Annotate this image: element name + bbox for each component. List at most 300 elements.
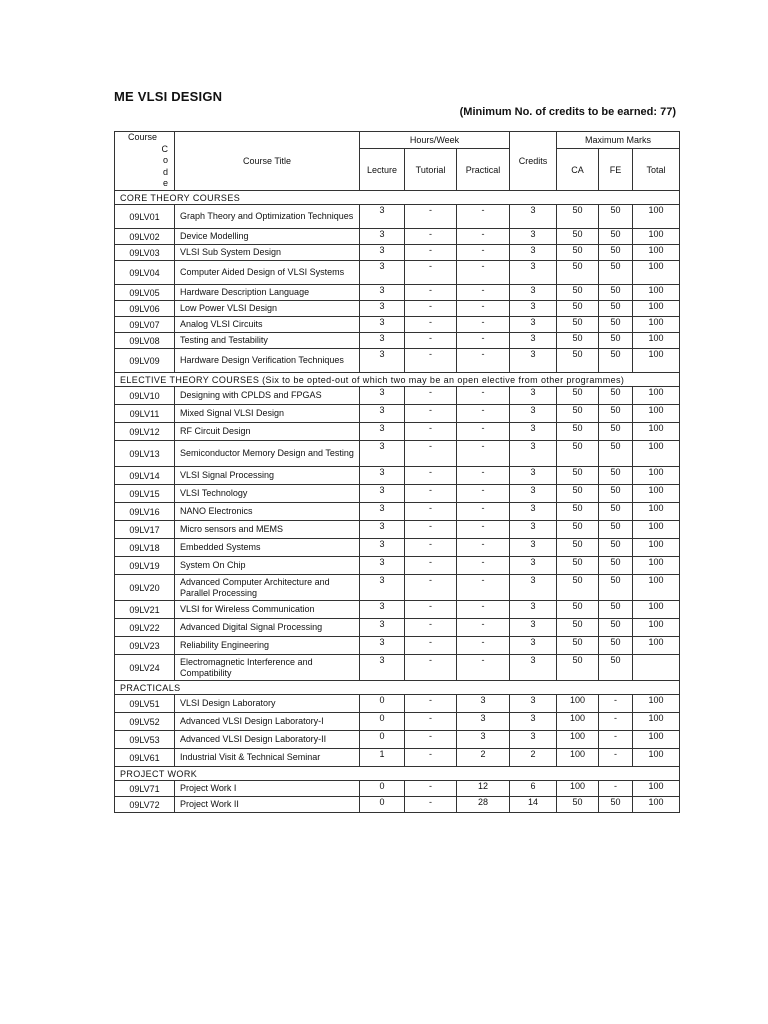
course-title: Low Power VLSI Design: [175, 301, 360, 317]
credits: 3: [510, 637, 557, 655]
tutorial-hours: -: [405, 503, 457, 521]
course-code: 09LV01: [115, 205, 175, 229]
lecture-hours: 3: [360, 441, 405, 467]
lecture-hours: 3: [360, 405, 405, 423]
total-marks: 100: [633, 503, 680, 521]
total-marks: [633, 655, 680, 681]
tutorial-hours: -: [405, 575, 457, 601]
practical-hours: -: [457, 539, 510, 557]
fe-marks: -: [599, 731, 633, 749]
course-title: Designing with CPLDS and FPGAS: [175, 387, 360, 405]
total-marks: 100: [633, 575, 680, 601]
tutorial-hours: -: [405, 521, 457, 539]
fe-marks: 50: [599, 503, 633, 521]
table-row: [115, 539, 680, 557]
ca-marks: 50: [557, 387, 599, 405]
table-row: [115, 387, 680, 405]
practical-hours: 2: [457, 749, 510, 767]
practical-hours: 3: [457, 695, 510, 713]
practical-hours: -: [457, 557, 510, 575]
table-row: [115, 205, 680, 229]
total-header: Total: [633, 149, 680, 191]
practical-hours: -: [457, 575, 510, 601]
lecture-hours: 3: [360, 261, 405, 285]
course-code: 09LV10: [115, 387, 175, 405]
credits: 3: [510, 405, 557, 423]
course-title: Reliability Engineering: [175, 637, 360, 655]
ca-marks: 50: [557, 441, 599, 467]
course-title: Hardware Description Language: [175, 285, 360, 301]
table-row: [115, 575, 680, 601]
credits: 3: [510, 655, 557, 681]
course-code: 09LV72: [115, 797, 175, 813]
ca-marks: 100: [557, 731, 599, 749]
tutorial-hours: -: [405, 467, 457, 485]
fe-marks: 50: [599, 333, 633, 349]
project-section: [115, 767, 680, 813]
ca-marks: 50: [557, 205, 599, 229]
course-title: Advanced VLSI Design Laboratory-II: [175, 731, 360, 749]
section-heading-core: CORE THEORY COURSES: [115, 191, 680, 205]
practical-hours: -: [457, 333, 510, 349]
code-letter: e: [162, 178, 168, 189]
course-title: Analog VLSI Circuits: [175, 317, 360, 333]
table-row: [115, 781, 680, 797]
lecture-hours: 3: [360, 601, 405, 619]
tutorial-hours: -: [405, 333, 457, 349]
table-row: [115, 619, 680, 637]
practical-hours: -: [457, 261, 510, 285]
credits: 3: [510, 539, 557, 557]
table-row: [115, 405, 680, 423]
ca-marks: 50: [557, 601, 599, 619]
lecture-hours: 3: [360, 637, 405, 655]
credits: 3: [510, 575, 557, 601]
ca-marks: 50: [557, 503, 599, 521]
credits: 3: [510, 619, 557, 637]
total-marks: 100: [633, 619, 680, 637]
practical-hours: -: [457, 285, 510, 301]
lecture-hours: 3: [360, 229, 405, 245]
course-title: Semiconductor Memory Design and Testing: [175, 441, 360, 467]
course-code: 09LV61: [115, 749, 175, 767]
course-title: NANO Electronics: [175, 503, 360, 521]
tutorial-hours: -: [405, 261, 457, 285]
credits: 3: [510, 301, 557, 317]
total-marks: 100: [633, 261, 680, 285]
credits: 3: [510, 229, 557, 245]
practical-hours: 12: [457, 781, 510, 797]
tutorial-hours: -: [405, 441, 457, 467]
course-code: 09LV13: [115, 441, 175, 467]
lecture-hours: 3: [360, 485, 405, 503]
total-marks: 100: [633, 601, 680, 619]
practical-hours: -: [457, 387, 510, 405]
table-row: [115, 503, 680, 521]
course-code: 09LV15: [115, 485, 175, 503]
lecture-hours: 3: [360, 467, 405, 485]
total-marks: 100: [633, 349, 680, 373]
practical-header: Practical: [457, 149, 510, 191]
course-title: Device Modelling: [175, 229, 360, 245]
practical-hours: -: [457, 619, 510, 637]
credits: 3: [510, 503, 557, 521]
fe-marks: 50: [599, 387, 633, 405]
lecture-hours: 3: [360, 285, 405, 301]
course-code: 09LV08: [115, 333, 175, 349]
course-title: VLSI for Wireless Communication: [175, 601, 360, 619]
table-row: [115, 713, 680, 731]
credits: 3: [510, 441, 557, 467]
ca-marks: 50: [557, 539, 599, 557]
fe-marks: 50: [599, 317, 633, 333]
tutorial-hours: -: [405, 619, 457, 637]
course-code: 09LV52: [115, 713, 175, 731]
total-marks: 100: [633, 301, 680, 317]
fe-marks: 50: [599, 557, 633, 575]
section-heading-project: PROJECT WORK: [115, 767, 680, 781]
tutorial-hours: -: [405, 731, 457, 749]
min-credits-note: (Minimum No. of credits to be earned: 77): [459, 106, 676, 118]
ca-marks: 50: [557, 261, 599, 285]
course-header-label: Course: [127, 132, 157, 143]
ca-marks: 50: [557, 485, 599, 503]
tutorial-hours: -: [405, 245, 457, 261]
course-title: Advanced Digital Signal Processing: [175, 619, 360, 637]
table-row: [115, 317, 680, 333]
total-marks: 100: [633, 229, 680, 245]
lecture-hours: 1: [360, 749, 405, 767]
course-title: Project Work I: [175, 781, 360, 797]
course-code: 09LV22: [115, 619, 175, 637]
course-title: Hardware Design Verification Techniques: [175, 349, 360, 373]
total-marks: 100: [633, 539, 680, 557]
ca-marks: 50: [557, 317, 599, 333]
course-code: 09LV19: [115, 557, 175, 575]
tutorial-hours: -: [405, 423, 457, 441]
total-marks: 100: [633, 387, 680, 405]
credits: 3: [510, 317, 557, 333]
course-code: 09LV71: [115, 781, 175, 797]
ca-marks: 50: [557, 245, 599, 261]
fe-marks: 50: [599, 285, 633, 301]
fe-marks: 50: [599, 601, 633, 619]
credits: 3: [510, 467, 557, 485]
fe-marks: -: [599, 781, 633, 797]
table-row: [115, 601, 680, 619]
lecture-hours: 3: [360, 245, 405, 261]
lecture-hours: 3: [360, 301, 405, 317]
credits: 3: [510, 521, 557, 539]
course-code-header: [115, 132, 175, 191]
ca-marks: 50: [557, 557, 599, 575]
table-row: [115, 423, 680, 441]
practical-hours: -: [457, 521, 510, 539]
practical-hours: -: [457, 301, 510, 317]
credits: 3: [510, 695, 557, 713]
practical-hours: 3: [457, 731, 510, 749]
fe-marks: 50: [599, 467, 633, 485]
table-row: [115, 731, 680, 749]
tutorial-hours: -: [405, 485, 457, 503]
course-title: Computer Aided Design of VLSI Systems: [175, 261, 360, 285]
fe-marks: 50: [599, 539, 633, 557]
ca-marks: 100: [557, 713, 599, 731]
credits-header: Credits: [510, 132, 557, 191]
course-title: Project Work II: [175, 797, 360, 813]
lecture-hours: 0: [360, 713, 405, 731]
tutorial-hours: -: [405, 637, 457, 655]
practical-hours: -: [457, 441, 510, 467]
page-title: ME VLSI DESIGN: [114, 89, 223, 104]
tutorial-hours: -: [405, 205, 457, 229]
practical-hours: -: [457, 601, 510, 619]
fe-marks: -: [599, 749, 633, 767]
fe-marks: -: [599, 713, 633, 731]
course-code: 09LV12: [115, 423, 175, 441]
ca-marks: 50: [557, 797, 599, 813]
table-row: [115, 245, 680, 261]
lecture-hours: 3: [360, 423, 405, 441]
fe-marks: 50: [599, 619, 633, 637]
table-row: [115, 655, 680, 681]
ca-marks: 100: [557, 695, 599, 713]
table-row: [115, 521, 680, 539]
ca-marks: 50: [557, 467, 599, 485]
lecture-hours: 0: [360, 695, 405, 713]
course-title: Advanced Computer Architecture and Parallel Processing: [175, 575, 360, 601]
table-row: [115, 261, 680, 285]
course-title: System On Chip: [175, 557, 360, 575]
course-title: VLSI Sub System Design: [175, 245, 360, 261]
table-row: [115, 301, 680, 317]
course-table: [114, 131, 680, 813]
table-header: [115, 132, 680, 191]
tutorial-hours: -: [405, 601, 457, 619]
total-marks: 100: [633, 467, 680, 485]
table-row: [115, 467, 680, 485]
credits: 3: [510, 423, 557, 441]
lecture-hours: 0: [360, 781, 405, 797]
credits: 14: [510, 797, 557, 813]
lecture-hours: 3: [360, 349, 405, 373]
table-row: [115, 749, 680, 767]
fe-marks: 50: [599, 205, 633, 229]
course-code: 09LV06: [115, 301, 175, 317]
lecture-hours: 3: [360, 317, 405, 333]
tutorial-header: Tutorial: [405, 149, 457, 191]
lecture-hours: 0: [360, 797, 405, 813]
total-marks: 100: [633, 521, 680, 539]
tutorial-hours: -: [405, 285, 457, 301]
total-marks: 100: [633, 713, 680, 731]
course-code: 09LV18: [115, 539, 175, 557]
core-section: [115, 191, 680, 373]
course-code: 09LV04: [115, 261, 175, 285]
tutorial-hours: -: [405, 301, 457, 317]
table-row: [115, 229, 680, 245]
fe-marks: 50: [599, 575, 633, 601]
total-marks: 100: [633, 441, 680, 467]
table-row: [115, 333, 680, 349]
fe-header: FE: [599, 149, 633, 191]
ca-marks: 50: [557, 423, 599, 441]
total-marks: 100: [633, 423, 680, 441]
fe-marks: 50: [599, 245, 633, 261]
practical-hours: -: [457, 205, 510, 229]
credits: 3: [510, 349, 557, 373]
course-title: Embedded Systems: [175, 539, 360, 557]
practical-hours: -: [457, 485, 510, 503]
fe-marks: 50: [599, 485, 633, 503]
tutorial-hours: -: [405, 695, 457, 713]
course-title: RF Circuit Design: [175, 423, 360, 441]
ca-marks: 100: [557, 749, 599, 767]
credits: 3: [510, 245, 557, 261]
total-marks: 100: [633, 731, 680, 749]
fe-marks: 50: [599, 261, 633, 285]
total-marks: 100: [633, 333, 680, 349]
section-heading-practicals: PRACTICALS: [115, 681, 680, 695]
tutorial-hours: -: [405, 539, 457, 557]
practical-hours: -: [457, 655, 510, 681]
fe-marks: 50: [599, 229, 633, 245]
tutorial-hours: -: [405, 781, 457, 797]
ca-marks: 50: [557, 655, 599, 681]
credits: 2: [510, 749, 557, 767]
tutorial-hours: -: [405, 557, 457, 575]
practical-hours: 28: [457, 797, 510, 813]
ca-marks: 50: [557, 521, 599, 539]
total-marks: 100: [633, 245, 680, 261]
fe-marks: 50: [599, 637, 633, 655]
course-code: 09LV02: [115, 229, 175, 245]
ca-marks: 50: [557, 637, 599, 655]
tutorial-hours: -: [405, 655, 457, 681]
course-title: VLSI Technology: [175, 485, 360, 503]
lecture-hours: 3: [360, 521, 405, 539]
fe-marks: 50: [599, 441, 633, 467]
fe-marks: 50: [599, 349, 633, 373]
course-title: Mixed Signal VLSI Design: [175, 405, 360, 423]
practical-hours: -: [457, 637, 510, 655]
total-marks: 100: [633, 557, 680, 575]
lecture-hours: 3: [360, 205, 405, 229]
fe-marks: 50: [599, 405, 633, 423]
course-code: 09LV20: [115, 575, 175, 601]
course-code: 09LV17: [115, 521, 175, 539]
fe-marks: 50: [599, 301, 633, 317]
total-marks: 100: [633, 405, 680, 423]
lecture-hours: 3: [360, 539, 405, 557]
ca-marks: 50: [557, 405, 599, 423]
table-row: [115, 485, 680, 503]
lecture-hours: 3: [360, 503, 405, 521]
course-code: 09LV21: [115, 601, 175, 619]
fe-marks: 50: [599, 797, 633, 813]
course-title: VLSI Signal Processing: [175, 467, 360, 485]
fe-marks: -: [599, 695, 633, 713]
credits: 3: [510, 713, 557, 731]
total-marks: 100: [633, 317, 680, 333]
course-title: Testing and Testability: [175, 333, 360, 349]
lecture-hours: 3: [360, 557, 405, 575]
credits: 3: [510, 387, 557, 405]
total-marks: 100: [633, 205, 680, 229]
hours-week-header: Hours/Week: [360, 132, 510, 149]
section-heading-elective: ELECTIVE THEORY COURSES (Six to be opted-out of which two may be an open elective from other programmes): [115, 373, 680, 387]
ca-header: CA: [557, 149, 599, 191]
practical-hours: -: [457, 423, 510, 441]
course-code: 09LV03: [115, 245, 175, 261]
table-row: [115, 695, 680, 713]
course-code: 09LV09: [115, 349, 175, 373]
lecture-hours: 3: [360, 387, 405, 405]
course-title: Industrial Visit & Technical Seminar: [175, 749, 360, 767]
course-code: 09LV16: [115, 503, 175, 521]
total-marks: 100: [633, 781, 680, 797]
total-marks: 100: [633, 797, 680, 813]
course-title-header: Course Title: [175, 132, 360, 191]
credits: 3: [510, 731, 557, 749]
credits: 3: [510, 601, 557, 619]
ca-marks: 50: [557, 575, 599, 601]
fe-marks: 50: [599, 423, 633, 441]
ca-marks: 50: [557, 301, 599, 317]
table-row: [115, 637, 680, 655]
code-letter: d: [162, 166, 168, 177]
course-code: 09LV11: [115, 405, 175, 423]
lecture-hours: 3: [360, 655, 405, 681]
lecture-hours: 3: [360, 619, 405, 637]
practicals-section: [115, 681, 680, 767]
tutorial-hours: -: [405, 229, 457, 245]
credits: 3: [510, 285, 557, 301]
lecture-header: Lecture: [360, 149, 405, 191]
course-code: 09LV14: [115, 467, 175, 485]
tutorial-hours: -: [405, 749, 457, 767]
tutorial-hours: -: [405, 797, 457, 813]
credits: 3: [510, 333, 557, 349]
credits: 6: [510, 781, 557, 797]
table-row: [115, 441, 680, 467]
ca-marks: 50: [557, 229, 599, 245]
practical-hours: -: [457, 317, 510, 333]
table-row: [115, 797, 680, 813]
tutorial-hours: -: [405, 713, 457, 731]
course-title: VLSI Design Laboratory: [175, 695, 360, 713]
credits: 3: [510, 557, 557, 575]
credits: 3: [510, 485, 557, 503]
practical-hours: -: [457, 467, 510, 485]
total-marks: 100: [633, 485, 680, 503]
course-code: 09LV23: [115, 637, 175, 655]
course-code: 09LV53: [115, 731, 175, 749]
course-code: 09LV05: [115, 285, 175, 301]
lecture-hours: 0: [360, 731, 405, 749]
tutorial-hours: -: [405, 405, 457, 423]
practical-hours: -: [457, 245, 510, 261]
tutorial-hours: -: [405, 317, 457, 333]
max-marks-header: Maximum Marks: [557, 132, 680, 149]
tutorial-hours: -: [405, 349, 457, 373]
code-letter: o: [162, 155, 168, 166]
lecture-hours: 3: [360, 575, 405, 601]
practical-hours: -: [457, 349, 510, 373]
table-row: [115, 285, 680, 301]
total-marks: 100: [633, 749, 680, 767]
practical-hours: -: [457, 229, 510, 245]
